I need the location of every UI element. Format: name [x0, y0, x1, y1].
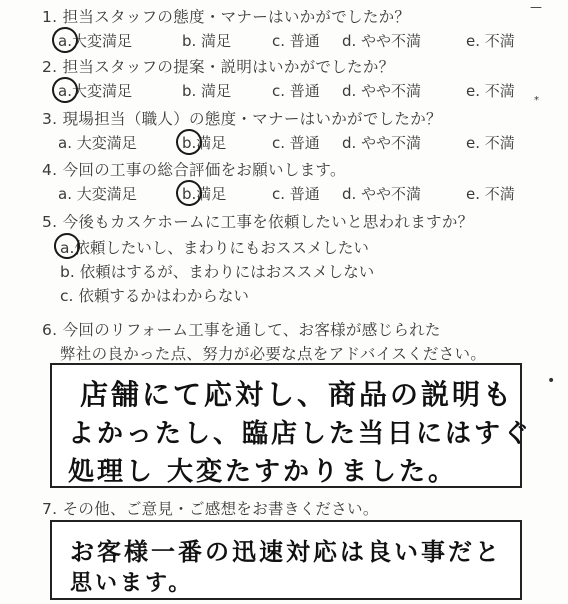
q1-option-e[interactable]: e. 不満 — [466, 32, 515, 50]
q3-option-b-selected[interactable]: b.満足 — [182, 134, 227, 152]
q6-answer-box[interactable] — [50, 363, 533, 488]
question-4: 4. 今回の工事の総合評価をお願いします。 — [42, 161, 346, 179]
stray-dash-mark: — — [530, 0, 542, 14]
stray-asterisk-mark: * — [534, 95, 539, 106]
question-5: 5. 今後もカスケホームに工事を依頼したいと思われますか？ — [42, 213, 474, 231]
q6-answer-line-1: 店舗にて応対し、商品の説明も — [80, 378, 515, 411]
q2-option-c[interactable]: c. 普通 — [272, 82, 320, 100]
q5-option-a-selected[interactable]: a.依頼したいし、まわりにもおススメしたい — [60, 236, 369, 258]
q7-answer-line-1: お客様一番の迅速対応は良い事だと — [70, 537, 502, 566]
q4-option-d[interactable]: d. やや不満 — [342, 185, 422, 203]
q7-answer-line-2: 思います。 — [70, 570, 194, 596]
question-3: 3. 現場担当（職人）の態度・マナーはいかがでしたか？ — [42, 110, 442, 128]
q6-answer-line-3: 処理し 大変たすかりました。 — [68, 457, 458, 487]
stray-dot-mark: • — [547, 373, 556, 389]
q3-option-a[interactable]: a. 大変満足 — [58, 134, 137, 152]
q2-option-a-selected[interactable]: a.大変満足 — [58, 82, 132, 100]
q1-option-a-selected[interactable]: a.大変満足 — [58, 32, 132, 50]
q1-option-d[interactable]: d. やや不満 — [342, 32, 422, 50]
q3-options — [58, 132, 558, 152]
question-6-line1: 6. 今回のリフォーム工事を通して、お客様が感じられた — [42, 321, 441, 339]
q2-option-e[interactable]: e. 不満 — [466, 82, 515, 100]
question-2: 2. 担当スタッフの提案・説明はいかがでしたか？ — [42, 58, 395, 76]
q4-options — [58, 183, 558, 203]
q7-answer-box[interactable] — [50, 520, 522, 600]
q2-option-b[interactable]: b. 満足 — [182, 82, 232, 100]
q5-option-b[interactable]: b. 依頼はするが、まわりにはおススメしない — [60, 263, 375, 281]
q1-option-c[interactable]: c. 普通 — [272, 32, 320, 50]
q3-option-d[interactable]: d. やや不満 — [342, 134, 422, 152]
q1-option-b[interactable]: b. 満足 — [182, 32, 232, 50]
q4-option-e[interactable]: e. 不満 — [466, 185, 515, 203]
q2-options — [58, 80, 558, 100]
q5-option-c[interactable]: c. 依頼するかはわからない — [60, 287, 249, 305]
q4-option-b-selected[interactable]: b.満足 — [182, 185, 227, 203]
q1-options — [58, 30, 558, 50]
q4-option-a[interactable]: a. 大変満足 — [58, 185, 137, 203]
question-6-line2: 弊社の良かった点、努力が必要な点をアドバイスください。 — [60, 345, 487, 363]
q2-option-d[interactable]: d. やや不満 — [342, 82, 422, 100]
question-1: 1. 担当スタッフの態度・マナーはいかがでしたか？ — [42, 8, 411, 26]
q3-option-c[interactable]: c. 普通 — [272, 134, 320, 152]
q3-option-e[interactable]: e. 不満 — [466, 134, 515, 152]
q6-answer-line-2: よかったし、臨店した当日にはすぐ — [68, 419, 533, 449]
q4-option-c[interactable]: c. 普通 — [272, 185, 320, 203]
question-7: 7. その他、ご意見・ご感想をお書きください。 — [42, 500, 379, 518]
